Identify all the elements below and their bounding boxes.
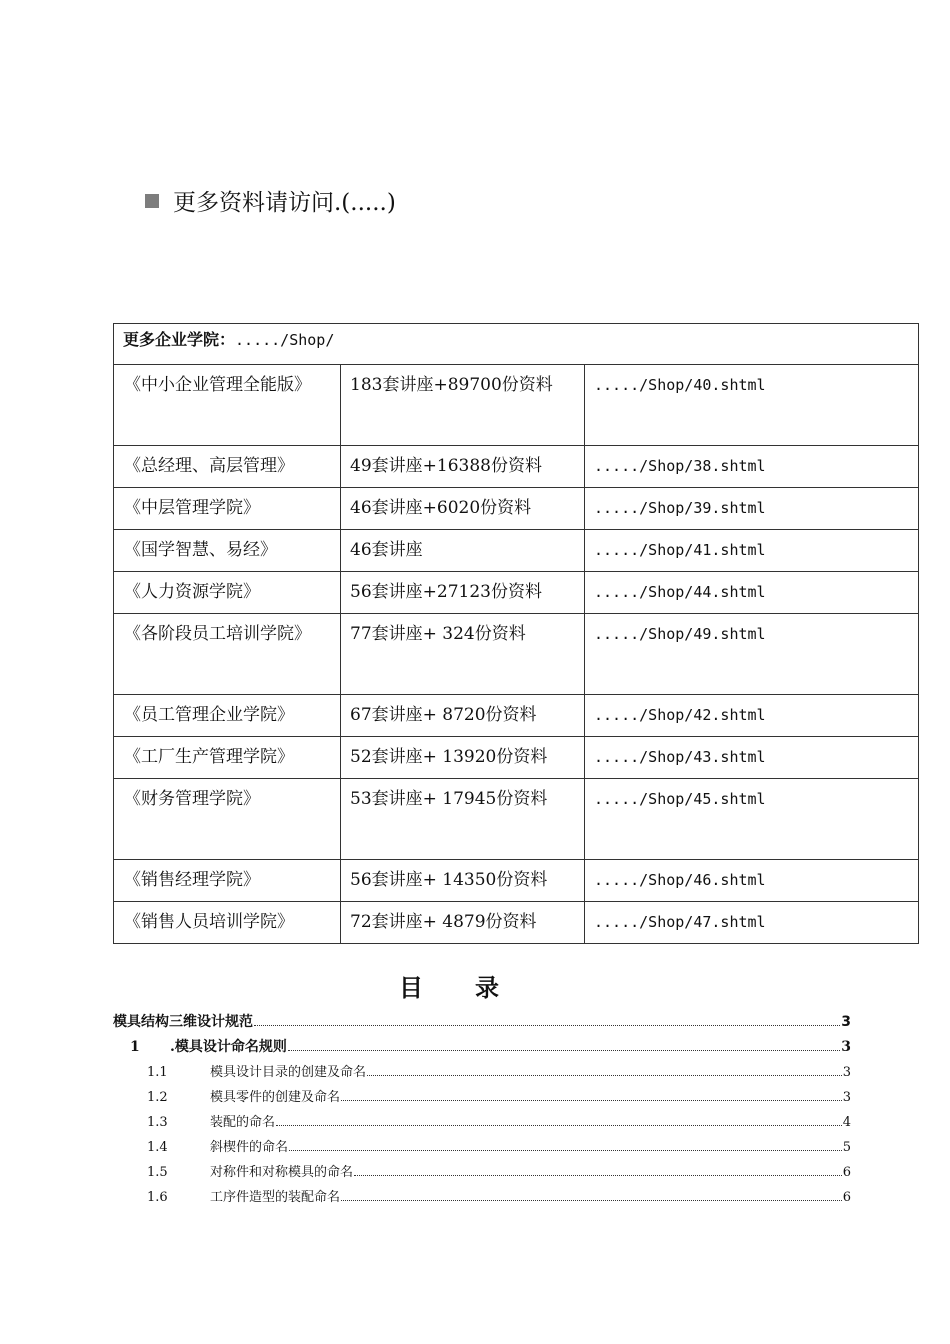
toc-entry[interactable] bbox=[113, 1161, 851, 1186]
course-name: 《国学智慧、易经》 bbox=[114, 530, 341, 572]
toc-entry-text: .模具设计命名规则 bbox=[170, 1039, 287, 1055]
toc-leader-dots bbox=[341, 1100, 842, 1101]
course-url[interactable]: ...../Shop/44.shtml bbox=[585, 572, 919, 614]
toc-entry-number: 1.6 bbox=[147, 1190, 168, 1205]
toc-leader-dots bbox=[367, 1075, 842, 1076]
course-url[interactable]: ...../Shop/41.shtml bbox=[585, 530, 919, 572]
course-url[interactable]: ...../Shop/38.shtml bbox=[585, 446, 919, 488]
course-url[interactable]: ...../Shop/47.shtml bbox=[585, 902, 919, 944]
course-name: 《财务管理学院》 bbox=[114, 779, 341, 860]
table-row bbox=[114, 860, 919, 902]
course-name: 《销售人员培训学院》 bbox=[114, 902, 341, 944]
toc-entry-number: 1.5 bbox=[147, 1165, 168, 1180]
toc-leader-dots bbox=[289, 1150, 842, 1151]
table-row bbox=[114, 902, 919, 944]
table-row bbox=[114, 695, 919, 737]
visit-notice bbox=[145, 184, 396, 217]
toc-leader-dots bbox=[354, 1175, 842, 1176]
toc-entry-label bbox=[113, 1011, 253, 1031]
table-of-contents bbox=[113, 1011, 851, 1211]
toc-entry-text: 模具设计目录的创建及命名 bbox=[210, 1065, 367, 1080]
course-desc: 183套讲座+89700份资料 bbox=[341, 365, 585, 446]
square-bullet-icon bbox=[145, 194, 159, 208]
toc-entry-text: 工序件造型的装配命名 bbox=[210, 1190, 341, 1205]
toc-entry-number: 1.3 bbox=[147, 1115, 168, 1130]
toc-page-number: 3 bbox=[842, 1065, 851, 1080]
toc-leader-dots bbox=[276, 1125, 842, 1126]
course-desc: 56套讲座+ 14350份资料 bbox=[341, 860, 585, 902]
table-row bbox=[114, 614, 919, 695]
course-desc: 72套讲座+ 4879份资料 bbox=[341, 902, 585, 944]
toc-entry-label bbox=[130, 1036, 287, 1056]
toc-entry-number: 1.4 bbox=[147, 1140, 168, 1155]
course-desc: 46套讲座+6020份资料 bbox=[341, 488, 585, 530]
toc-entry[interactable] bbox=[113, 1111, 851, 1136]
toc-entry[interactable] bbox=[113, 1086, 851, 1111]
course-url[interactable]: ...../Shop/45.shtml bbox=[585, 779, 919, 860]
course-url[interactable]: ...../Shop/39.shtml bbox=[585, 488, 919, 530]
course-name: 《总经理、高层管理》 bbox=[114, 446, 341, 488]
toc-leader-dots bbox=[341, 1200, 842, 1201]
table-row bbox=[114, 488, 919, 530]
course-url[interactable]: ...../Shop/40.shtml bbox=[585, 365, 919, 446]
header-label: 更多企业学院： bbox=[123, 330, 236, 349]
course-desc: 67套讲座+ 8720份资料 bbox=[341, 695, 585, 737]
course-name: 《中层管理学院》 bbox=[114, 488, 341, 530]
toc-title: 目录 bbox=[399, 973, 551, 1002]
table-row bbox=[114, 737, 919, 779]
course-desc: 77套讲座+ 324份资料 bbox=[341, 614, 585, 695]
course-url[interactable]: ...../Shop/49.shtml bbox=[585, 614, 919, 695]
course-desc: 46套讲座 bbox=[341, 530, 585, 572]
toc-entry[interactable] bbox=[113, 1136, 851, 1161]
toc-page-number: 5 bbox=[842, 1140, 851, 1155]
course-url[interactable]: ...../Shop/46.shtml bbox=[585, 860, 919, 902]
header-url: ...../Shop/ bbox=[235, 331, 335, 349]
toc-entry[interactable] bbox=[113, 1186, 851, 1211]
toc-entry-number: 1.2 bbox=[147, 1090, 168, 1105]
course-name: 《各阶段员工培训学院》 bbox=[114, 614, 341, 695]
toc-page-number: 6 bbox=[842, 1190, 851, 1205]
toc-page-number: 6 bbox=[842, 1165, 851, 1180]
toc-page-number: 3 bbox=[841, 1014, 851, 1030]
toc-entry-text: 装配的命名 bbox=[210, 1115, 276, 1130]
visit-text: 更多资料请访问.(.....) bbox=[173, 190, 396, 216]
toc-entry-text: 模具零件的创建及命名 bbox=[210, 1090, 341, 1105]
table-header-cell bbox=[114, 324, 919, 365]
table-row bbox=[114, 365, 919, 446]
toc-page-number: 4 bbox=[842, 1115, 851, 1130]
table-row bbox=[114, 572, 919, 614]
course-desc: 53套讲座+ 17945份资料 bbox=[341, 779, 585, 860]
toc-page-number: 3 bbox=[841, 1039, 851, 1055]
toc-entry-label bbox=[147, 1061, 366, 1080]
course-desc: 52套讲座+ 13920份资料 bbox=[341, 737, 585, 779]
table-row bbox=[114, 446, 919, 488]
toc-entry-number: 1.1 bbox=[147, 1065, 168, 1080]
course-name: 《工厂生产管理学院》 bbox=[114, 737, 341, 779]
toc-entry-label bbox=[147, 1111, 275, 1130]
toc-entry[interactable] bbox=[113, 1011, 851, 1036]
course-name: 《销售经理学院》 bbox=[114, 860, 341, 902]
course-url[interactable]: ...../Shop/42.shtml bbox=[585, 695, 919, 737]
toc-entry-number: 1 bbox=[130, 1039, 140, 1055]
toc-leader-dots bbox=[254, 1025, 840, 1026]
toc-entry[interactable] bbox=[113, 1061, 851, 1086]
course-desc: 49套讲座+16388份资料 bbox=[341, 446, 585, 488]
toc-entry-label bbox=[147, 1136, 288, 1155]
toc-entry-label bbox=[147, 1161, 353, 1180]
table-header-row bbox=[114, 324, 919, 365]
course-name: 《中小企业管理全能版》 bbox=[114, 365, 341, 446]
course-name: 《员工管理企业学院》 bbox=[114, 695, 341, 737]
toc-entry-text: 对称件和对称模具的命名 bbox=[210, 1165, 354, 1180]
toc-entry-text: 模具结构三维设计规范 bbox=[113, 1014, 253, 1030]
course-name: 《人力资源学院》 bbox=[114, 572, 341, 614]
toc-entry[interactable] bbox=[113, 1036, 851, 1061]
table-row bbox=[114, 530, 919, 572]
toc-entry-label bbox=[147, 1086, 340, 1105]
toc-leader-dots bbox=[288, 1050, 840, 1051]
resource-table bbox=[113, 323, 919, 944]
course-url[interactable]: ...../Shop/43.shtml bbox=[585, 737, 919, 779]
toc-entry-label bbox=[147, 1186, 340, 1205]
table-row bbox=[114, 779, 919, 860]
toc-page-number: 3 bbox=[842, 1090, 851, 1105]
toc-entry-text: 斜楔件的命名 bbox=[210, 1140, 289, 1155]
course-desc: 56套讲座+27123份资料 bbox=[341, 572, 585, 614]
